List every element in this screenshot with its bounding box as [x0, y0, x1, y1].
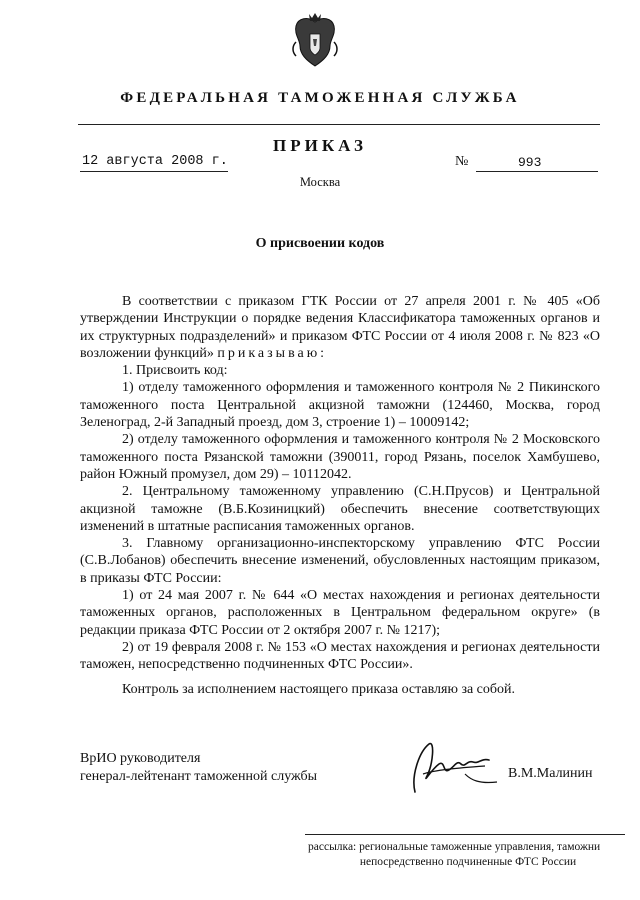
order-date: 12 августа 2008 г.	[82, 154, 228, 169]
clause-1: 1. Присвоить код:	[122, 363, 228, 379]
control-statement: Контроль за исполнением настоящего приказа оставляю за собой.	[122, 682, 516, 697]
position-line-2: генерал-лейтенант таможенной службы	[80, 769, 318, 784]
position-line-1: ВрИО руководителя	[80, 751, 201, 766]
order-body	[80, 293, 600, 674]
clause-1-item-1: 1) отделу таможенного оформления и таможенного контроля № 2 Пикинского таможенного поста Центральной акцизной таможни (124460, Москва, город Зеленоград, 2-й Западный проезд, дом 3, строение 1) – 10009142;	[80, 380, 600, 431]
intro-text: В соответствии с приказом ГТК России от 27 апреля 2001 г. № 405 «Об утверждении Инструкции о порядке ведения Классификатора таможенных органов и их структурных подразделений» и приказом ФТС России от 4 июля 2008 г. № 823 «О возложении функций»	[80, 294, 600, 361]
distribution-list	[308, 840, 628, 870]
double-headed-eagle-icon	[290, 12, 340, 70]
date-underline	[80, 171, 228, 172]
document-type: ПРИКАЗ	[273, 136, 367, 155]
agency-name: ФЕДЕРАЛЬНАЯ ТАМОЖЕННАЯ СЛУЖБА	[120, 90, 520, 106]
issue-city: Москва	[299, 175, 341, 189]
header-divider	[78, 124, 600, 125]
order-number: 993	[518, 155, 542, 170]
handwritten-signature	[405, 730, 505, 805]
coat-of-arms-emblem	[290, 12, 340, 70]
intro-paragraph	[80, 293, 600, 362]
number-sign: №	[455, 154, 469, 169]
distribution-line-2: непосредственно подчиненные ФТС России	[359, 856, 577, 868]
signature-scribble-icon	[405, 730, 505, 805]
distribution-line-1: рассылка: региональные таможенные управления, таможни	[308, 841, 601, 853]
clause-3-item-2: 2) от 19 февраля 2008 г. № 153 «О местах нахождения и регионах деятельности таможен, непосредственно подчиненных ФТС России».	[80, 639, 600, 673]
clause-2: 2. Центральному таможенному управлению (С.Н.Прусов) и Центральной акцизной таможне (В.Б.Козиницкий) обеспечить внесение соответствующих изменений в штатные расписания таможенных органов.	[80, 484, 600, 534]
clause-3-item-1: 1) от 24 мая 2007 г. № 644 «О местах нахождения и регионах деятельности таможенных органов, расположенных в Центральном федеральном округе» (в редакции приказа ФТС России от 2 октября 2007 г. № 1217);	[80, 588, 600, 638]
clause-3: 3. Главному организационно-инспекторскому управлению ФТС России (С.В.Лобанов) обеспечить внесение изменений, обусловленных настоящим приказом, в приказы ФТС России:	[80, 536, 600, 586]
signatory-position	[80, 750, 317, 786]
distribution-divider	[305, 834, 625, 835]
signatory-name: В.М.Малинин	[508, 766, 593, 781]
clause-1-item-2: 2) отделу таможенного оформления и таможенного контроля № 2 Московского таможенного поста Рязанской таможни (390011, город Рязань, поселок Хамбушево, район Южный промузел, дом 29) – 10112042.	[80, 432, 600, 482]
number-underline	[476, 171, 598, 172]
order-subject: О присвоении кодов	[255, 236, 385, 251]
intro-order-word: приказываю:	[217, 345, 328, 361]
